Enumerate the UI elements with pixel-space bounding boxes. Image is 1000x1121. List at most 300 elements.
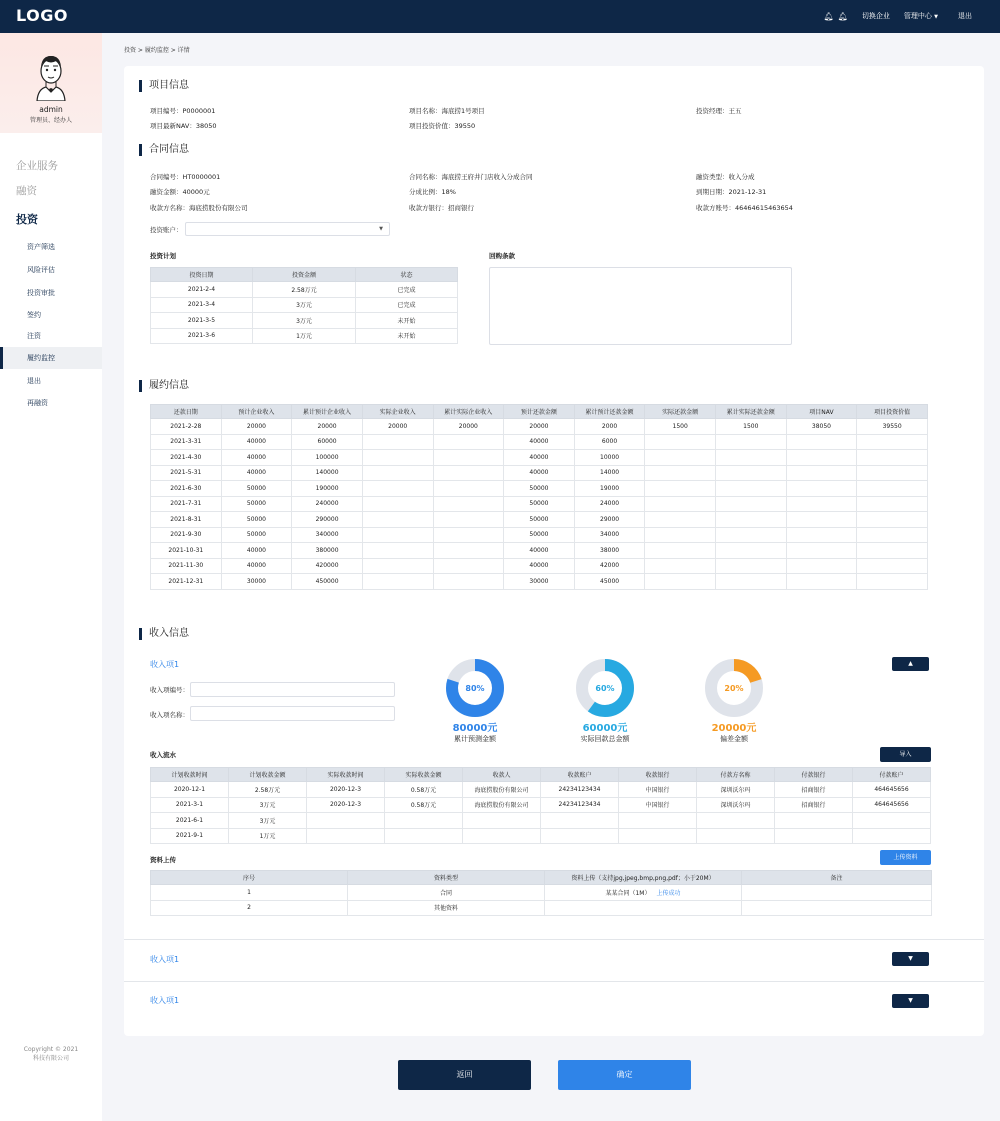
project-name: 项目名称：海底捞1号项目 <box>409 107 485 115</box>
caret-up-icon: ▲ <box>908 660 913 667</box>
table-cell <box>716 434 787 450</box>
table-row <box>151 527 928 543</box>
table-cell: 3万元 <box>229 797 307 813</box>
table-cell: 40000 <box>221 450 292 466</box>
table-cell: 19000 <box>574 481 645 497</box>
user-profile <box>0 33 102 133</box>
table-cell <box>362 558 433 574</box>
table-cell: 2021-6-1 <box>151 813 229 829</box>
donut-percent: 80% <box>465 684 485 693</box>
project-number: 项目编号：P0000001 <box>150 107 216 115</box>
column-header: 累计预计还款金额 <box>574 405 645 419</box>
upload-file <box>545 900 742 916</box>
table-cell <box>385 828 463 844</box>
table-cell: 中国银行 <box>619 797 697 813</box>
table-row <box>151 450 928 466</box>
table-cell <box>385 813 463 829</box>
donut-value: 60000元 <box>582 723 628 734</box>
column-header: 计划收款金额 <box>229 768 307 782</box>
table-cell: 30000 <box>221 574 292 590</box>
upload-type: 合同 <box>348 885 545 901</box>
column-header: 收款银行 <box>619 768 697 782</box>
table-cell: 20000 <box>433 419 504 435</box>
column-header: 状态 <box>356 268 458 282</box>
table-cell <box>362 527 433 543</box>
table-cell <box>786 481 857 497</box>
table-cell: 2020-12-3 <box>307 797 385 813</box>
project-value: 项目投资价值：39550 <box>409 122 476 130</box>
expand-button-1[interactable] <box>892 952 929 966</box>
table-cell: 中国银行 <box>619 782 697 798</box>
table-row <box>151 297 458 313</box>
table-cell <box>362 465 433 481</box>
back-button[interactable]: 返回 <box>398 1060 531 1090</box>
table-cell: 2020-12-1 <box>151 782 229 798</box>
table-cell <box>362 481 433 497</box>
admin-center-label: 管理中心 <box>903 12 932 20</box>
sidebar <box>0 33 102 1121</box>
table-cell: 42000 <box>574 558 645 574</box>
donut-value: 20000元 <box>711 723 757 734</box>
table-cell <box>645 450 716 466</box>
table-cell <box>716 543 787 559</box>
table-cell: 1500 <box>716 419 787 435</box>
table-cell: 2021-7-31 <box>151 496 222 512</box>
buyback-title: 回购条款 <box>489 252 515 260</box>
table-cell: 40000 <box>504 558 575 574</box>
investment-plan-table <box>150 267 458 344</box>
income-name-input[interactable] <box>190 706 395 721</box>
income-item-3-title[interactable]: 收入项1 <box>150 996 180 1005</box>
confirm-button[interactable]: 确定 <box>558 1060 691 1090</box>
import-button[interactable]: 导入 <box>880 747 931 762</box>
payee-account: 收款方账号：46464615463654 <box>696 204 793 212</box>
donut-label: 累计预测金额 <box>454 735 496 743</box>
select-arrow-icon: ▼ <box>379 226 383 232</box>
table-cell: 2021-4-30 <box>151 450 222 466</box>
table-cell <box>433 543 504 559</box>
switch-company-link[interactable]: 切换企业 <box>861 12 890 20</box>
table-cell <box>433 465 504 481</box>
table-row <box>151 328 458 344</box>
table-cell: 20000 <box>292 419 363 435</box>
table-cell: 40000 <box>504 465 575 481</box>
table-cell: 2020-12-3 <box>307 782 385 798</box>
collapse-button[interactable] <box>892 657 929 671</box>
table-row <box>151 543 928 559</box>
upload-type: 其他资料 <box>348 900 545 916</box>
table-cell <box>433 434 504 450</box>
financing-amount: 融资金额：40000元 <box>150 188 210 196</box>
table-cell <box>716 558 787 574</box>
user-name: admin <box>39 105 63 114</box>
table-cell <box>857 558 928 574</box>
table-cell <box>786 450 857 466</box>
table-cell <box>716 496 787 512</box>
column-header: 项目投资价值 <box>857 405 928 419</box>
table-cell: 140000 <box>292 465 363 481</box>
admin-center-menu[interactable] <box>904 11 938 21</box>
column-header: 累计实际还款金额 <box>716 405 787 419</box>
nav-asset-screening[interactable]: 资产筛选 <box>27 243 55 251</box>
table-cell <box>786 512 857 528</box>
table-cell <box>362 434 433 450</box>
table-cell <box>433 574 504 590</box>
table-row <box>151 885 932 901</box>
table-cell: 40000 <box>504 450 575 466</box>
invest-account-select[interactable] <box>185 222 390 236</box>
column-header: 付款银行 <box>775 768 853 782</box>
table-cell: 2021-12-31 <box>151 574 222 590</box>
upload-status: 上传成功 <box>656 889 681 897</box>
donut-chart <box>705 659 763 717</box>
table-cell: 450000 <box>292 574 363 590</box>
table-row <box>151 419 928 435</box>
column-header: 实际还款金额 <box>645 405 716 419</box>
nav-risk-assessment[interactable]: 风险评估 <box>27 266 55 274</box>
table-cell <box>645 434 716 450</box>
income-section-title: 收入信息 <box>139 628 189 640</box>
table-cell: 20000 <box>362 419 433 435</box>
table-cell: 24000 <box>574 496 645 512</box>
table-cell: 100000 <box>292 450 363 466</box>
table-cell: 2021-8-31 <box>151 512 222 528</box>
table-cell: 3万元 <box>253 313 356 329</box>
caret-down-icon: ▼ <box>908 955 913 962</box>
column-header: 资料上传（支持jpg,jpeg,bmp,png,pdf；小于20M） <box>545 871 742 885</box>
caret-down-icon: ▼ <box>934 14 938 20</box>
table-row <box>151 496 928 512</box>
nav-performance-monitoring[interactable]: 履约监控 <box>0 347 102 369</box>
column-header: 投资金额 <box>253 268 356 282</box>
income-item-2-title[interactable]: 收入项1 <box>150 955 180 964</box>
file-name[interactable]: 某某合同（1M） <box>605 889 651 897</box>
income-flow-table <box>150 767 931 844</box>
copyright-line1: Copyright © 2021 <box>23 1046 79 1053</box>
nav-financing[interactable]: 融资 <box>16 185 37 197</box>
income-code-label: 收入项编号： <box>150 686 189 694</box>
table-cell: 290000 <box>292 512 363 528</box>
table-cell <box>786 434 857 450</box>
upload-title: 资料上传 <box>150 856 176 864</box>
table-cell <box>307 828 385 844</box>
table-cell: 420000 <box>292 558 363 574</box>
table-cell <box>716 574 787 590</box>
performance-table <box>150 404 928 590</box>
table-cell <box>697 828 775 844</box>
detail-card <box>124 66 984 1036</box>
nav-signing[interactable]: 签约 <box>27 311 41 319</box>
table-cell: 2021-10-31 <box>151 543 222 559</box>
table-cell <box>362 574 433 590</box>
table-cell <box>786 558 857 574</box>
table-row <box>151 900 932 916</box>
table-cell: 2021-3-5 <box>151 313 253 329</box>
table-cell: 38050 <box>786 419 857 435</box>
table-cell <box>645 512 716 528</box>
table-cell <box>853 828 931 844</box>
table-cell: 464645656 <box>853 782 931 798</box>
financing-type: 融资类型：收入分成 <box>696 173 755 181</box>
table-cell <box>697 813 775 829</box>
table-cell <box>775 813 853 829</box>
share-ratio: 分成比例：18% <box>409 188 456 196</box>
income-name-label: 收入项名称： <box>150 711 189 719</box>
table-cell: 39550 <box>857 419 928 435</box>
invest-account-label: 投资账户： <box>150 226 183 234</box>
nav-capital-injection[interactable]: 注资 <box>27 332 41 340</box>
bell-alert-icon[interactable]: 🔔︎ <box>837 11 848 21</box>
table-cell <box>786 543 857 559</box>
column-header: 收款账户 <box>541 768 619 782</box>
logout-link[interactable]: 退出 <box>958 12 972 20</box>
table-cell <box>645 527 716 543</box>
payee-bank: 收款方银行：招商银行 <box>409 204 474 212</box>
table-cell: 50000 <box>504 481 575 497</box>
table-cell: 20000 <box>221 419 292 435</box>
column-header: 资料类型 <box>348 871 545 885</box>
table-cell <box>786 527 857 543</box>
table-cell: 10000 <box>574 450 645 466</box>
nav-investment[interactable]: 投资 <box>16 213 38 226</box>
table-cell: 464645656 <box>853 797 931 813</box>
table-cell: 60000 <box>292 434 363 450</box>
divider <box>124 939 984 940</box>
nav-exit[interactable]: 退出 <box>27 377 41 385</box>
logo: LOGO <box>16 6 68 25</box>
breadcrumb: 投资 > 履约监控 > 详情 <box>124 47 190 54</box>
table-cell: 6000 <box>574 434 645 450</box>
project-section-title: 项目信息 <box>139 80 189 92</box>
table-cell: 50000 <box>504 496 575 512</box>
table-cell <box>857 481 928 497</box>
expand-button-2[interactable] <box>892 994 929 1008</box>
column-header: 计划收款时间 <box>151 768 229 782</box>
column-header: 付款方名称 <box>697 768 775 782</box>
table-cell <box>463 813 541 829</box>
table-cell: 45000 <box>574 574 645 590</box>
table-cell <box>857 512 928 528</box>
table-cell: 2021-3-31 <box>151 434 222 450</box>
table-cell: 2021-2-4 <box>151 282 253 298</box>
table-cell: 50000 <box>221 512 292 528</box>
table-cell <box>716 512 787 528</box>
due-date: 到期日期：2021-12-31 <box>696 188 767 196</box>
table-cell: 50000 <box>504 527 575 543</box>
table-cell: 2021-9-30 <box>151 527 222 543</box>
table-cell: 深圳沃尔玛 <box>697 782 775 798</box>
table-cell <box>857 543 928 559</box>
table-cell <box>775 828 853 844</box>
table-cell: 40000 <box>504 543 575 559</box>
table-cell <box>619 828 697 844</box>
upload-note <box>742 900 932 916</box>
copyright <box>0 1045 102 1063</box>
column-header: 实际收款时间 <box>307 768 385 782</box>
contract-section-title: 合同信息 <box>139 144 189 156</box>
table-cell: 240000 <box>292 496 363 512</box>
table-row <box>151 313 458 329</box>
table-cell <box>645 543 716 559</box>
table-cell: 0.58万元 <box>385 797 463 813</box>
upload-file <box>545 885 742 901</box>
table-cell <box>645 496 716 512</box>
column-header: 实际企业收入 <box>362 405 433 419</box>
income-code-input[interactable] <box>190 682 395 697</box>
table-cell: 已完成 <box>356 282 458 298</box>
table-row <box>151 481 928 497</box>
table-cell <box>716 481 787 497</box>
column-header: 备注 <box>742 871 932 885</box>
table-cell: 34000 <box>574 527 645 543</box>
table-cell: 招商银行 <box>775 782 853 798</box>
table-cell: 2021-9-1 <box>151 828 229 844</box>
nav-investment-approval[interactable]: 投资审批 <box>27 289 55 297</box>
column-header: 投资日期 <box>151 268 253 282</box>
table-row <box>151 512 928 528</box>
table-cell: 已完成 <box>356 297 458 313</box>
table-cell: 1万元 <box>229 828 307 844</box>
table-cell: 2021-3-1 <box>151 797 229 813</box>
table-cell <box>541 828 619 844</box>
table-cell: 2021-5-31 <box>151 465 222 481</box>
table-cell: 50000 <box>221 481 292 497</box>
table-cell <box>433 496 504 512</box>
project-manager: 投资经理：王五 <box>696 107 742 115</box>
column-header: 预计企业收入 <box>221 405 292 419</box>
table-cell <box>857 496 928 512</box>
payee-name: 收款方名称：海底捞股份有限公司 <box>150 204 248 212</box>
donut-percent: 60% <box>595 684 615 693</box>
table-cell: 40000 <box>221 543 292 559</box>
table-cell: 3万元 <box>229 813 307 829</box>
nav-enterprise-service[interactable]: 企业服务 <box>16 160 58 172</box>
table-cell: 14000 <box>574 465 645 481</box>
plan-title: 投资计划 <box>150 252 176 260</box>
table-cell: 38000 <box>574 543 645 559</box>
table-row <box>151 782 931 798</box>
table-cell <box>645 574 716 590</box>
nav-refinancing[interactable]: 再融资 <box>27 399 48 407</box>
donut-percent: 20% <box>724 684 744 693</box>
table-cell <box>716 527 787 543</box>
table-cell <box>433 481 504 497</box>
project-nav: 项目最新NAV：38050 <box>150 122 217 130</box>
table-cell: 50000 <box>221 527 292 543</box>
table-cell: 20000 <box>504 419 575 435</box>
table-cell <box>362 543 433 559</box>
table-cell <box>786 496 857 512</box>
table-cell <box>362 496 433 512</box>
table-cell: 招商银行 <box>775 797 853 813</box>
table-cell: 30000 <box>504 574 575 590</box>
table-cell: 40000 <box>504 434 575 450</box>
bell-icon[interactable]: 🔔︎ <box>823 11 834 21</box>
column-header: 累计实际企业收入 <box>433 405 504 419</box>
table-cell: 海底捞股份有限公司 <box>463 797 541 813</box>
donut-value: 80000元 <box>452 723 498 734</box>
table-cell: 380000 <box>292 543 363 559</box>
divider <box>124 981 984 982</box>
table-cell: 未开始 <box>356 313 458 329</box>
table-cell: 海底捞股份有限公司 <box>463 782 541 798</box>
table-row <box>151 574 928 590</box>
table-row <box>151 813 931 829</box>
table-cell <box>645 558 716 574</box>
buyback-terms-textarea[interactable] <box>489 267 792 345</box>
column-header: 还款日期 <box>151 405 222 419</box>
income-item-title[interactable]: 收入项1 <box>150 660 180 669</box>
table-cell <box>645 465 716 481</box>
table-cell: 24234123434 <box>541 797 619 813</box>
donut-chart <box>576 659 634 717</box>
table-cell: 40000 <box>221 558 292 574</box>
top-actions <box>820 11 972 21</box>
table-cell: 24234123434 <box>541 782 619 798</box>
table-cell <box>362 450 433 466</box>
donut-label: 偏差金额 <box>720 735 748 743</box>
table-cell: 190000 <box>292 481 363 497</box>
income-flow-title: 收入流水 <box>150 751 176 759</box>
upload-table <box>150 870 932 916</box>
table-cell <box>853 813 931 829</box>
table-cell: 50000 <box>504 512 575 528</box>
table-cell <box>362 512 433 528</box>
column-header: 收款人 <box>463 768 541 782</box>
table-cell: 2.58万元 <box>253 282 356 298</box>
table-cell: 2021-3-4 <box>151 297 253 313</box>
table-cell <box>716 465 787 481</box>
user-role: 管理员、经办人 <box>29 117 72 124</box>
table-cell <box>786 465 857 481</box>
table-cell <box>463 828 541 844</box>
table-row <box>151 282 458 298</box>
table-cell <box>541 813 619 829</box>
table-cell <box>857 574 928 590</box>
upload-number: 1 <box>151 885 348 901</box>
column-header: 实际收款金额 <box>385 768 463 782</box>
table-cell <box>857 527 928 543</box>
table-cell <box>857 465 928 481</box>
table-cell <box>857 450 928 466</box>
table-cell <box>433 527 504 543</box>
table-cell: 2.58万元 <box>229 782 307 798</box>
donut-chart <box>446 659 504 717</box>
donut-label: 实际回款总金额 <box>580 735 630 743</box>
column-header: 序号 <box>151 871 348 885</box>
column-header: 累计预计企业收入 <box>292 405 363 419</box>
table-row <box>151 465 928 481</box>
table-cell: 2021-11-30 <box>151 558 222 574</box>
table-cell: 深圳沃尔玛 <box>697 797 775 813</box>
table-cell <box>433 512 504 528</box>
table-cell: 1万元 <box>253 328 356 344</box>
table-cell: 50000 <box>221 496 292 512</box>
upload-number: 2 <box>151 900 348 916</box>
contract-name: 合同名称：海底捞王府井门店收入分成合同 <box>409 173 533 181</box>
table-cell <box>645 481 716 497</box>
table-cell <box>619 813 697 829</box>
table-cell: 40000 <box>221 465 292 481</box>
column-header: 项目NAV <box>786 405 857 419</box>
table-cell: 未开始 <box>356 328 458 344</box>
avatar <box>34 53 68 101</box>
copyright-line2: 科技有限公司 <box>32 1055 69 1062</box>
upload-button[interactable]: 上传资料 <box>880 850 931 865</box>
column-header: 预计还款金额 <box>504 405 575 419</box>
table-cell: 2021-2-28 <box>151 419 222 435</box>
performance-section-title: 履约信息 <box>139 380 189 392</box>
